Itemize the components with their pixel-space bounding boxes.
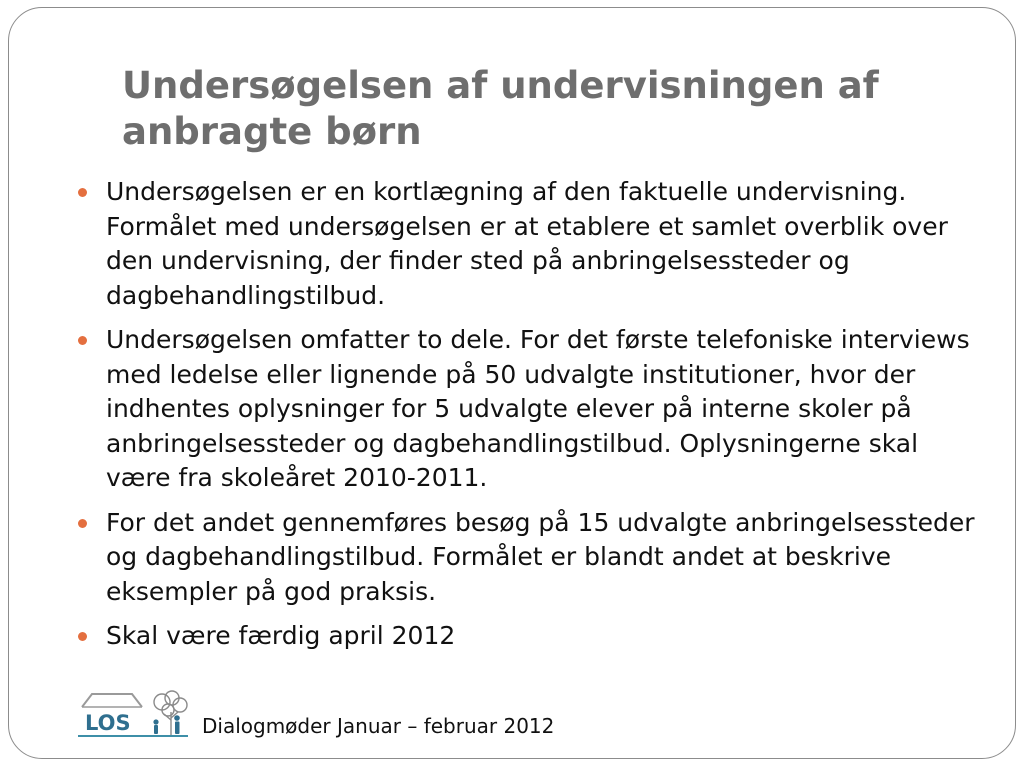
bullet-item [76, 323, 981, 496]
bullet-text: Undersøgelsen omfatter to dele. For det første telefoniske interviews med ledelse eller lignende på 50 udvalgte institutioner, hvor der indhentes oplysninger for 5 udvalgte elever på interne skoler på anbringelsessteder og dagbehandlingstilbud. Oplysningerne skal være fra skoleåret 2010-2011. [106, 325, 970, 492]
bullet-list [76, 175, 981, 664]
bullet-text: For det andet gennemføres besøg på 15 udvalgte anbringelsessteder og dagbehandlingstilbud. Formålet er blandt andet at beskrive eksempler på god praksis. [106, 507, 975, 606]
bullet-text: Undersøgelsen er en kortlægning af den faktuelle undervisning. Formålet med undersøgelsen er at etablere et samlet overblik over den undervisning, der finder sted på anbringelsessteder og dagbehandlingstilbud. [106, 177, 948, 310]
slide-title: Undersøgelsen af undervisningen af anbragte børn [122, 64, 879, 153]
bullet-item [76, 619, 981, 654]
bullet-text: Skal være færdig april 2012 [106, 621, 456, 650]
bullet-item [76, 506, 981, 610]
bullet-dot-icon [78, 188, 87, 197]
los-logo-icon [76, 688, 192, 740]
slide-frame [8, 7, 1016, 759]
logo-text: LOS [85, 711, 131, 735]
footer-text: Dialogmøder Januar – februar 2012 [202, 714, 555, 738]
bullet-dot-icon [78, 336, 87, 345]
bullet-dot-icon [78, 632, 87, 641]
bullet-item [76, 175, 981, 313]
bullet-dot-icon [78, 519, 87, 528]
